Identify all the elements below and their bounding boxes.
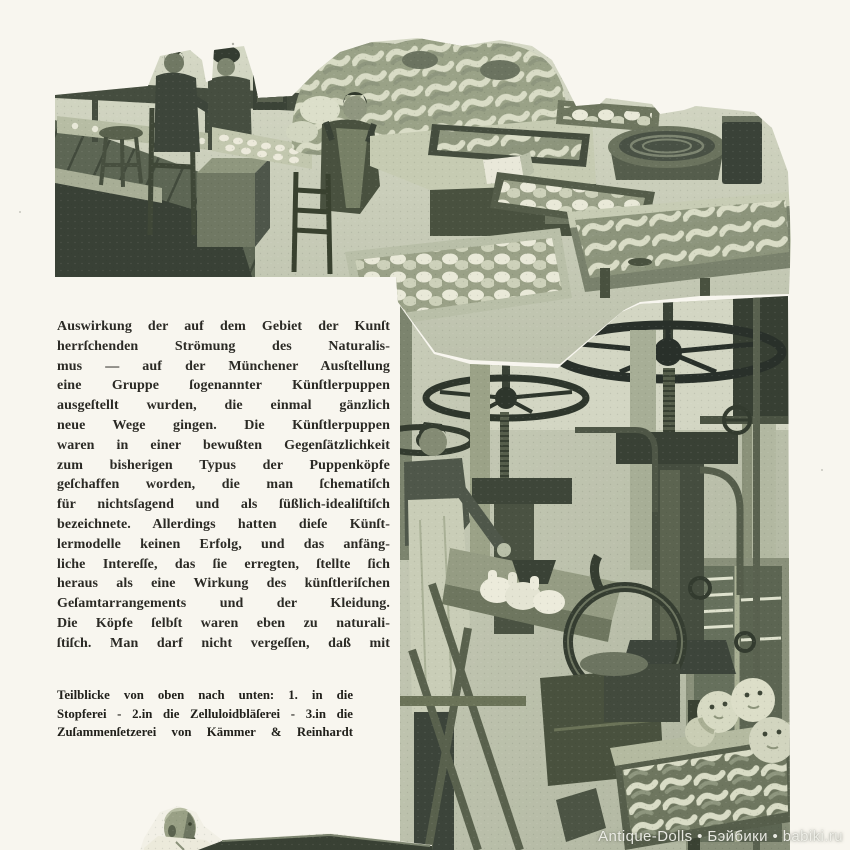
watermark: Antique-Dolls • Бэйбики • babiki.ru [598,828,843,845]
paper-speck [19,211,21,213]
text-line: ſtiſch. Man darf nicht vergeſſen, daß mit [57,635,390,651]
text-line: für nichtsſagend und als ſüßlich-idealiſtiſch [57,497,390,513]
caption-line: Teilblicke von oben nach unten: 1. in die [57,688,353,702]
text-line: ausgeſtellt wurden, die einmal gänzlich [57,398,390,414]
text-line: waren in einer bewußten Gegenſätzlichkeit [57,437,390,453]
caption-line: Stopferei - 2.in die Zelluloidbläſerei - 3.in die [57,706,353,721]
text-line: Geſamtarrangements und der Kleidung. [57,596,390,612]
photo-caption [57,686,353,742]
paper-speck [232,43,234,45]
text-line: neue Wege gingen. Die Künſtlerpuppen [57,417,390,433]
photo-zusammensetzerei [140,800,435,850]
text-line: herrſchenden Strömung des Naturalis- [57,338,390,354]
photo-zelluloidblaeserei [376,290,795,850]
text-line: Die Köpfe ſelbſt waren eben zu naturali- [57,615,390,631]
text-line: mus — auf der Münchener Ausſtellung [57,358,390,374]
text-line: liche Intereſſe, das ſie erregten, ſtellte ſich [57,556,390,572]
text-line: eine Gruppe ſogenannter Künſtlerpuppen [57,378,390,394]
text-line: geſchaffen worden, die man ſchematiſch [57,477,390,493]
text-line: bezeichnete. Allerdings hatten dieſe Künſt- [57,516,390,532]
caption-line: Zuſammenſetzerei von Kämmer & Reinhardt [57,725,353,739]
text-line: zum bisherigen Typus der Puppenköpfe [57,457,390,473]
text-line: lermodelle keinen Erfolg, und das anfäng- [57,536,390,552]
text-line: Auswirkung der auf dem Gebiet der Kunſt [57,319,390,334]
text-line: heraus als eine Wirkung des künſtleriſchen [57,576,390,592]
paper-speck [821,469,823,471]
article-text [57,317,390,654]
